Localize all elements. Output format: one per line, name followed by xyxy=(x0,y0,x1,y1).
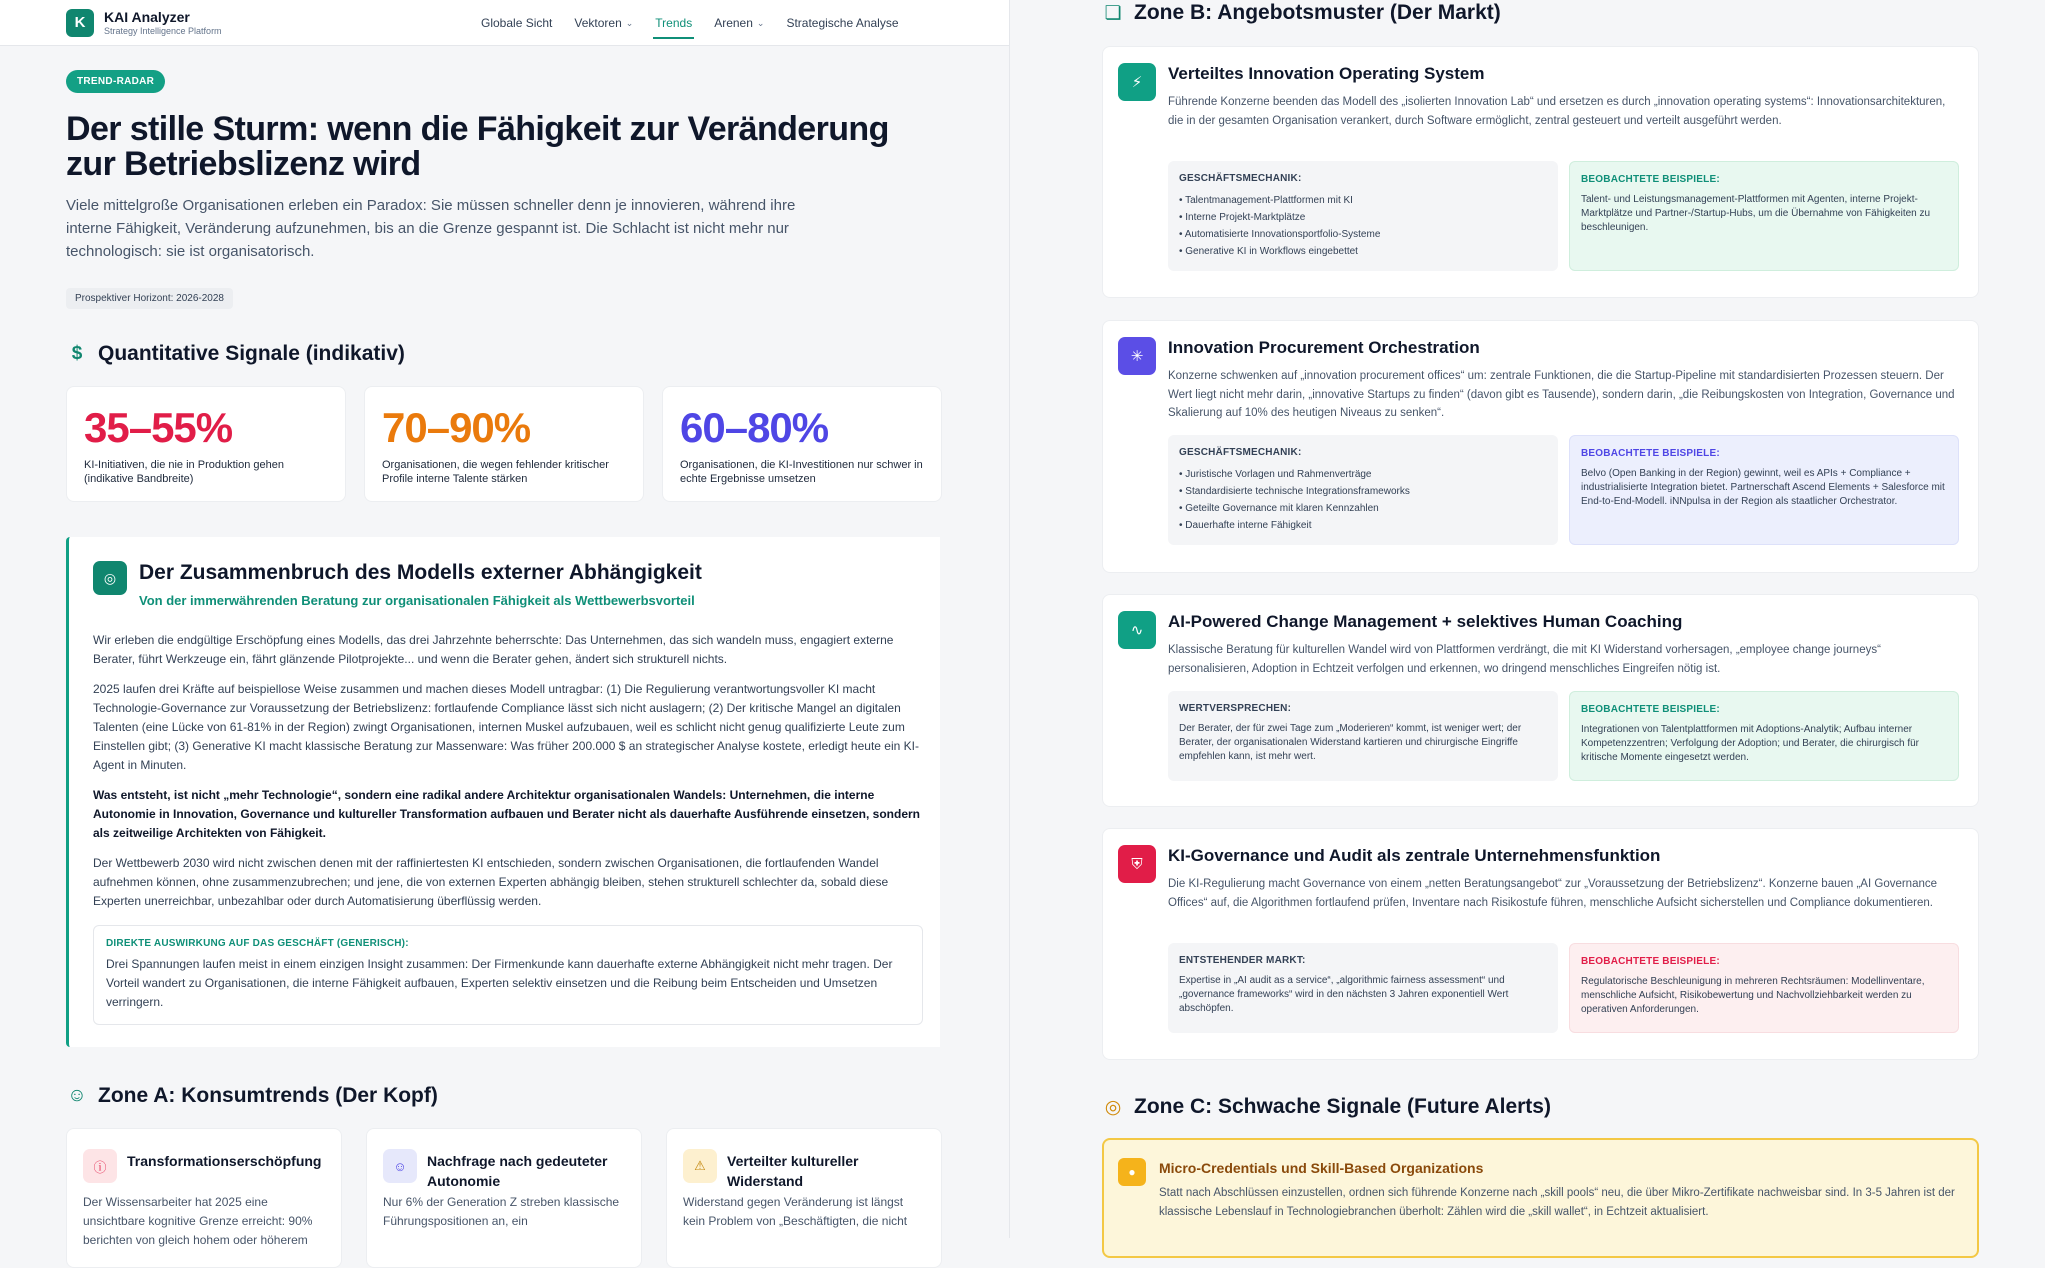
zone-a-card[interactable] xyxy=(366,1128,642,1268)
zone-b-title: Zone B: Angebotsmuster (Der Markt) xyxy=(1134,1,1501,24)
users-icon: ☺ xyxy=(383,1149,417,1183)
alert-circle-icon: ⓘ xyxy=(83,1149,117,1183)
warning-icon: ⚠ xyxy=(683,1149,717,1183)
impact-heading: DIREKTE AUSWIRKUNG AUF DAS GESCHÄFT (GENERISCH): xyxy=(106,938,409,949)
target-icon: ◎ xyxy=(1104,1096,1122,1118)
examples-box xyxy=(1569,691,1959,781)
alert-title: Micro-Credentials und Skill-Based Organizations xyxy=(1159,1160,1484,1176)
box-heading: GESCHÄFTSMECHANIK: xyxy=(1179,447,1302,458)
zone-b-heading xyxy=(1102,1,1501,25)
shield-icon: ⛨ xyxy=(1118,845,1156,883)
users-icon: ☺ xyxy=(67,1085,87,1106)
stat-card xyxy=(364,386,644,502)
lead-text: Viele mittelgroße Organisationen erleben ein Paradox: Sie müssen schneller denn je innovieren, während ihre interne Fähigkeit, Veränderung aufzunehmen, bis an die Grenze gespannt ist. Die Schlacht ist nicht mehr nur technologisch: sie ist organisatorisch. xyxy=(66,197,796,260)
paragraph: Der Wettbewerb 2030 wird nicht zwischen denen mit der raffiniertesten KI entschieden, sondern zwischen Organisationen, die fortlaufenden Wandel aufnehmen können, ohne zusammenzubrechen; und jene, die von externen Experten abhängig bleiben, stehen strukturell schlechter da, sobald diese Experten unerreichbar, unbezahlbar oder durch Automatisierung überflüssig werden. xyxy=(93,856,889,908)
paragraph: 2025 laufen drei Kräfte auf beispiellose Weise zusammen und machen dieses Modell untragbar: (1) Die Regulierung verantwortungsvoller KI macht Technologie-Governance zur Voraussetzung der Betriebslizenz: fortlaufende Compliance lässt sich nicht auslagern; (2) Der kritische Mangel an digitalen Talenten (eine Lücke von 61-81% in der Region) zwingt Organisationen, internen Muskel aufzubauen, weil es schlicht nicht genug qualifizierte Leute zum Einstellen gibt; (3) Generative KI macht klassische Beratung zur Massenware: Was früher 200.000 $ an strategischer Analyse kostete, erledigt heute ein KI-Agent in Minuten. xyxy=(93,682,919,772)
alert-text: Statt nach Abschlüssen einzustellen, ordnen sich führende Konzerne nach „skill pools“ neu, die über Mikro-Zertifikate nachweisbar sind. In 3-5 Jahren ist der klassische Lebenslauf in Technologiebranchen überholt: Zählen wird die „skill wallet“, in Echtzeit aktualisiert. xyxy=(1159,1187,1955,1218)
nav-strategische-analyse[interactable] xyxy=(775,0,909,46)
target-icon: ◎ xyxy=(93,561,127,595)
app-logo[interactable]: K xyxy=(66,9,94,37)
stat-desc: Organisationen, die KI-Investitionen nur schwer in echte Ergebnisse umsetzen xyxy=(680,459,923,485)
mechanics-list xyxy=(1179,466,1547,534)
card-body: Der Wissensarbeiter hat 2025 eine unsichtbare kognitive Grenze erreicht: 90% berichten von gleich hohem oder höherem xyxy=(83,1195,313,1247)
collapse-title: Der Zusammenbruch des Modells externer Abhängigkeit xyxy=(139,561,702,584)
box-heading: BEOBACHTETE BEISPIELE: xyxy=(1581,704,1720,715)
zone-a-card[interactable] xyxy=(66,1128,342,1268)
box-heading: BEOBACHTETE BEISPIELE: xyxy=(1581,174,1720,185)
page-title: Der stille Sturm: wenn die Fähigkeit zur Veränderung zur Betriebslizenz wird xyxy=(66,110,889,183)
card-text: Konzerne schwenken auf „innovation procurement offices“ um: zentrale Funktionen, die die Startup-Pipeline mit standardisierten Prozessen steuern. Der Wert liegt nicht mehr darin, „innovative Startups zu finden“ (davon gibt es Tausende), sondern darin, „die Reibungskosten von Integration, Governance und Skalierung auf 10% des heutigen Niveaus zu senken“. xyxy=(1168,370,1955,419)
card-body: Nur 6% der Generation Z streben klassische Führungspositionen an, ein xyxy=(383,1195,620,1228)
pattern-card xyxy=(1102,320,1979,573)
examples-box xyxy=(1569,161,1959,271)
zap-icon: ⚡ xyxy=(1118,63,1156,101)
nav-label: Trends xyxy=(655,16,693,30)
zone-c-title: Zone C: Schwache Signale (Future Alerts) xyxy=(1134,1095,1551,1118)
zone-c-heading xyxy=(1102,1095,1551,1119)
collapse-subtitle: Von der immerwährenden Beratung zur organisationalen Fähigkeit als Wettbewerbsvorteil xyxy=(139,593,695,608)
stat-card xyxy=(66,386,346,502)
nav-arenen[interactable] xyxy=(703,0,775,46)
card-body: Widerstand gegen Veränderung ist längst kein Problem von „Beschäftigten, die nicht xyxy=(683,1195,908,1228)
stat-desc: KI-Initiativen, die nie in Produktion gehen (indikative Bandbreite) xyxy=(84,459,284,485)
card-title: Verteiltes Innovation Operating System xyxy=(1168,64,1485,83)
box-heading: ENTSTEHENDER MARKT: xyxy=(1179,955,1306,966)
chevron-down-icon: ⌄ xyxy=(756,17,765,28)
mechanics-box xyxy=(1168,435,1558,545)
list-item: • Dauerhafte interne Fähigkeit xyxy=(1179,517,1547,534)
app-name[interactable]: KAI Analyzer xyxy=(104,9,190,25)
card-title: AI-Powered Change Management + selektives Human Coaching xyxy=(1168,612,1683,631)
value-box xyxy=(1168,691,1558,781)
right-pane xyxy=(1010,0,2045,1238)
nav-globale-sicht[interactable] xyxy=(470,0,563,46)
chevron-down-icon: ⌄ xyxy=(625,17,634,28)
list-item: • Geteilte Governance mit klaren Kennzahlen xyxy=(1179,500,1547,517)
list-item: • Standardisierte technische Integrationsframeworks xyxy=(1179,483,1547,500)
paragraph: Wir erleben die endgültige Erschöpfung eines Modells, das drei Jahrzehnte beherrschte: Das Unternehmen, das sich wandeln muss, engagiert externe Berater, führt Werkzeuge ein, fährt glänzende Pilotprojekte... und wenn die Berater gehen, ändert sich strukturell nichts. xyxy=(93,633,894,666)
card-text: Führende Konzerne beenden das Modell des „isolierten Innovation Lab“ und ersetzen es durch „innovation operating systems“: Innovationsarchitekturen, die in der gesamten Organisation verankert, durch Software ermöglicht, zentral gesteuert und verteilt ausgeführt werden. xyxy=(1168,96,1946,127)
examples-box xyxy=(1569,435,1959,545)
stat-desc: Organisationen, die wegen fehlender kritischer Profile interne Talente stärken xyxy=(382,459,609,485)
cube-icon: ❏ xyxy=(1104,2,1122,24)
impact-box xyxy=(93,925,923,1025)
box-heading: BEOBACHTETE BEISPIELE: xyxy=(1581,956,1720,967)
zone-a-card[interactable] xyxy=(666,1128,942,1268)
stat-value: 70–90% xyxy=(382,404,531,451)
box-text: Der Berater, der für zwei Tage zum „Moderieren“ kommt, ist weniger wert; der Berater, der organisationalen Widerstand kartieren und chirurgische Eingriffe empfehlen kann, ist mehr wert. xyxy=(1179,723,1522,762)
box-heading: GESCHÄFTSMECHANIK: xyxy=(1179,173,1302,184)
trend-radar-badge: TREND-RADAR xyxy=(66,70,165,93)
nav-label: Vektoren xyxy=(574,16,622,30)
left-pane xyxy=(0,0,1010,1247)
future-alert-card xyxy=(1102,1138,1979,1258)
app-subtitle: Strategy Intelligence Platform xyxy=(104,26,222,36)
stat-value: 60–80% xyxy=(680,404,829,451)
pattern-card xyxy=(1102,594,1979,807)
signals-title: Quantitative Signale (indikativ) xyxy=(98,342,405,365)
zone-a-heading xyxy=(66,1084,438,1108)
list-item: • Automatisierte Innovationsportfolio-Systeme xyxy=(1179,226,1547,243)
list-item: • Talentmanagement-Plattformen mit KI xyxy=(1179,192,1547,209)
card-title: Innovation Procurement Orchestration xyxy=(1168,338,1480,357)
examples-box xyxy=(1569,943,1959,1033)
activity-icon: ∿ xyxy=(1118,611,1156,649)
box-text: Integrationen von Talentplattformen mit Adoptions-Analytik; Aufbau interner Kompetenzzentren; Verfolgung der Adoption; und Berater, die chirurgisch für kritische Momente eingesetzt werden. xyxy=(1581,724,1919,763)
box-text: Expertise in „AI audit as a service“, „algorithmic fairness assessment“ und „governance frameworks“ wird in den nächsten 3 Jahren exponentiell Wert abschöpfen. xyxy=(1179,975,1509,1014)
stat-value: 35–55% xyxy=(84,404,233,451)
top-navbar xyxy=(0,0,1009,46)
signals-heading xyxy=(66,342,405,366)
mechanics-list xyxy=(1179,192,1547,260)
nav-trends[interactable] xyxy=(644,0,703,46)
horizon-badge: Prospektiver Horizont: 2026-2028 xyxy=(66,288,233,309)
nav-label: Arenen xyxy=(714,16,753,30)
nav-label: Globale Sicht xyxy=(481,16,553,30)
paragraph-bold: Was entsteht, ist nicht „mehr Technologie“, sondern eine radikal andere Architektur organisationalen Wandels: Unternehmen, die interne Autonomie in Innovation, Governance und kultureller Transformation aufbauen und Berater nicht als dauerhafte Ausführende einsetzen, sondern als zeitweilige Architekten von Fähigkeit. xyxy=(93,788,921,840)
brand xyxy=(104,9,222,36)
sparkle-icon: ✳ xyxy=(1118,337,1156,375)
nav-label: Strategische Analyse xyxy=(786,16,899,30)
lightbulb-icon: ● xyxy=(1118,1158,1146,1186)
dollar-icon: $ xyxy=(71,343,83,364)
collapse-section xyxy=(66,537,940,1047)
pattern-card xyxy=(1102,46,1979,298)
nav-vektoren[interactable] xyxy=(563,0,644,46)
list-item: • Juristische Vorlagen und Rahmenverträge xyxy=(1179,466,1547,483)
card-title: Verteilter kultureller Widerstand xyxy=(727,1153,859,1189)
box-text: Regulatorische Beschleunigung in mehreren Rechtsräumen: Modellinventare, menschliche Aufsicht, Risikobewertung und Nachvollziehbarkeit werden zu operativen Anforderungen. xyxy=(1581,976,1925,1015)
market-box xyxy=(1168,943,1558,1033)
stat-card xyxy=(662,386,942,502)
list-item: • Interne Projekt-Marktplätze xyxy=(1179,209,1547,226)
impact-text: Drei Spannungen laufen meist in einem einzigen Insight zusammen: Der Firmenkunde kann dauerhafte externe Abhängigkeit nicht mehr tragen. Der Vorteil wandert zu Organisationen, die interne Fähigkeit aufbauen, Experten selektiv einsetzen und die Reibung beim Entscheiden und Umsetzen verringern. xyxy=(106,957,893,1009)
main-nav xyxy=(470,0,910,46)
box-heading: BEOBACHTETE BEISPIELE: xyxy=(1581,448,1720,459)
card-title: Nachfrage nach gedeuteter Autonomie xyxy=(427,1153,608,1189)
box-text: Talent- und Leistungsmanagement-Plattformen mit Agenten, interne Projekt-Marktplätze und Partner-/Startup-Hubs, um die Übernahme von Fähigkeiten zu beschleunigen. xyxy=(1581,194,1931,233)
box-heading: WERTVERSPRECHEN: xyxy=(1179,703,1292,714)
card-text: Klassische Beratung für kulturellen Wandel wird von Plattformen verdrängt, die mit KI Widerstand vorhersagen, „employee change journeys“ personalisieren, Adoption in Echtzeit verfolgen und erkennen, wo dringend menschliches Eingreifen nötig ist. xyxy=(1168,644,1881,675)
card-title: Transformationserschöpfung xyxy=(127,1153,322,1169)
card-title: KI-Governance und Audit als zentrale Unternehmensfunktion xyxy=(1168,846,1661,865)
mechanics-box xyxy=(1168,161,1558,271)
pattern-card xyxy=(1102,828,1979,1060)
list-item: • Generative KI in Workflows eingebettet xyxy=(1179,243,1547,260)
collapse-body xyxy=(93,631,923,922)
box-text: Belvo (Open Banking in der Region) gewinnt, weil es APIs + Compliance + industrialisierte Integration bietet. Partnerschaft Ascend Elements + Salesforce mit End-to-End-Modell. iNNpulsa in der Region als staatlicher Orchestrator. xyxy=(1581,468,1945,507)
card-text: Die KI-Regulierung macht Governance von einem „netten Beratungsangebot“ zur „Voraussetzung der Betriebslizenz“. Konzerne bauen „AI Governance Offices“ auf, die Algorithmen fortlaufend prüfen, Inventare nach Risikostufe führen, menschliche Aufsicht sicherstellen und Compliance dokumentieren. xyxy=(1168,878,1938,909)
zone-a-title: Zone A: Konsumtrends (Der Kopf) xyxy=(98,1084,438,1107)
